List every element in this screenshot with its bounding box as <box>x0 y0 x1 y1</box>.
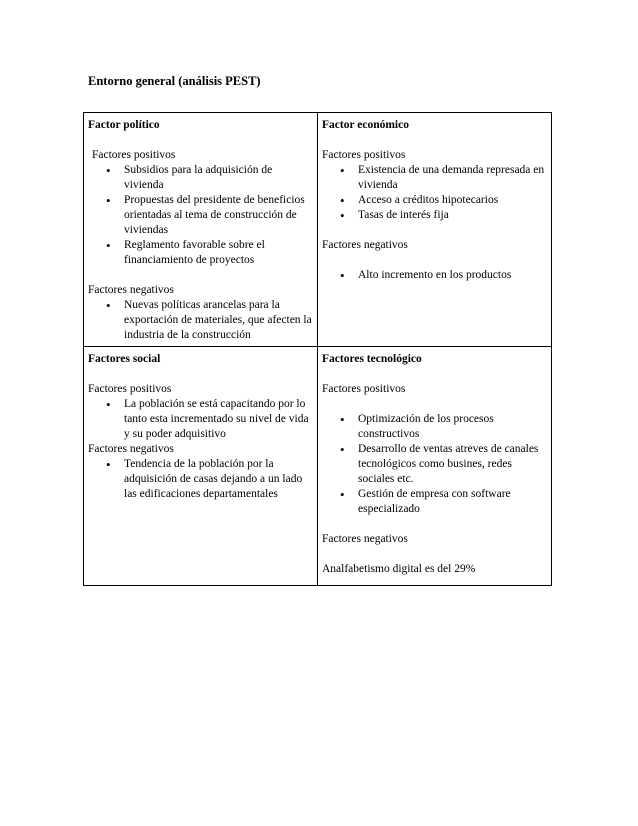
list-item: • Tasas de interés fija <box>340 208 547 223</box>
political-heading: Factor político <box>88 119 160 131</box>
list-item: • Tendencia de la población por la adquisición de casas dejando a un lado las edificaciones departamentales <box>106 457 313 502</box>
pest-table <box>83 112 552 586</box>
social-positive-list <box>88 397 313 442</box>
technological-negative-text: Analfabetismo digital es del 29% <box>322 563 476 575</box>
list-item: • Gestión de empresa con software especializado <box>340 487 547 517</box>
political-positive-label: Factores positivos <box>92 149 176 161</box>
social-cell <box>84 347 318 586</box>
list-item: • Subsidios para la adquisición de vivienda <box>106 163 313 193</box>
list-item: • Reglamento favorable sobre el financiamiento de proyectos <box>106 238 313 268</box>
list-item: • Acceso a créditos hipotecarios <box>340 193 547 208</box>
social-negative-list <box>88 457 313 502</box>
technological-negative-label: Factores negativos <box>322 533 408 545</box>
social-positive-label: Factores positivos <box>88 383 172 395</box>
economic-positive-list <box>322 163 547 223</box>
list-item: • Nuevas políticas arancelas para la exportación de materiales, que afecten la industria de la construcción <box>106 298 313 343</box>
economic-negative-label: Factores negativos <box>322 239 408 251</box>
social-heading: Factores social <box>88 353 161 365</box>
list-item: • Desarrollo de ventas atreves de canales tecnológicos como busines, redes sociales etc. <box>340 442 547 487</box>
technological-positive-label: Factores positivos <box>322 383 406 395</box>
technological-positive-list <box>322 412 547 517</box>
economic-cell <box>318 113 552 347</box>
economic-negative-list <box>322 268 547 283</box>
political-negative-label: Factores negativos <box>88 284 174 296</box>
table-row <box>84 113 552 347</box>
list-item: • Propuestas del presidente de beneficios orientadas al tema de construcción de viviendas <box>106 193 313 238</box>
list-item: • Existencia de una demanda represada en vivienda <box>340 163 547 193</box>
list-item: • Optimización de los procesos constructivos <box>340 412 547 442</box>
technological-cell <box>318 347 552 586</box>
political-cell <box>84 113 318 347</box>
technological-heading: Factores tecnológico <box>322 353 422 365</box>
page-title: Entorno general (análisis PEST) <box>88 74 261 88</box>
economic-positive-label: Factores positivos <box>322 149 406 161</box>
list-item: • Alto incremento en los productos <box>340 268 547 283</box>
economic-heading: Factor económico <box>322 119 409 131</box>
social-negative-label: Factores negativos <box>88 443 174 455</box>
political-negative-list <box>88 298 313 343</box>
list-item: • La población se está capacitando por lo tanto esta incrementado su nivel de vida y su poder adquisitivo <box>106 397 313 442</box>
table-row <box>84 347 552 586</box>
political-positive-list <box>88 163 313 268</box>
